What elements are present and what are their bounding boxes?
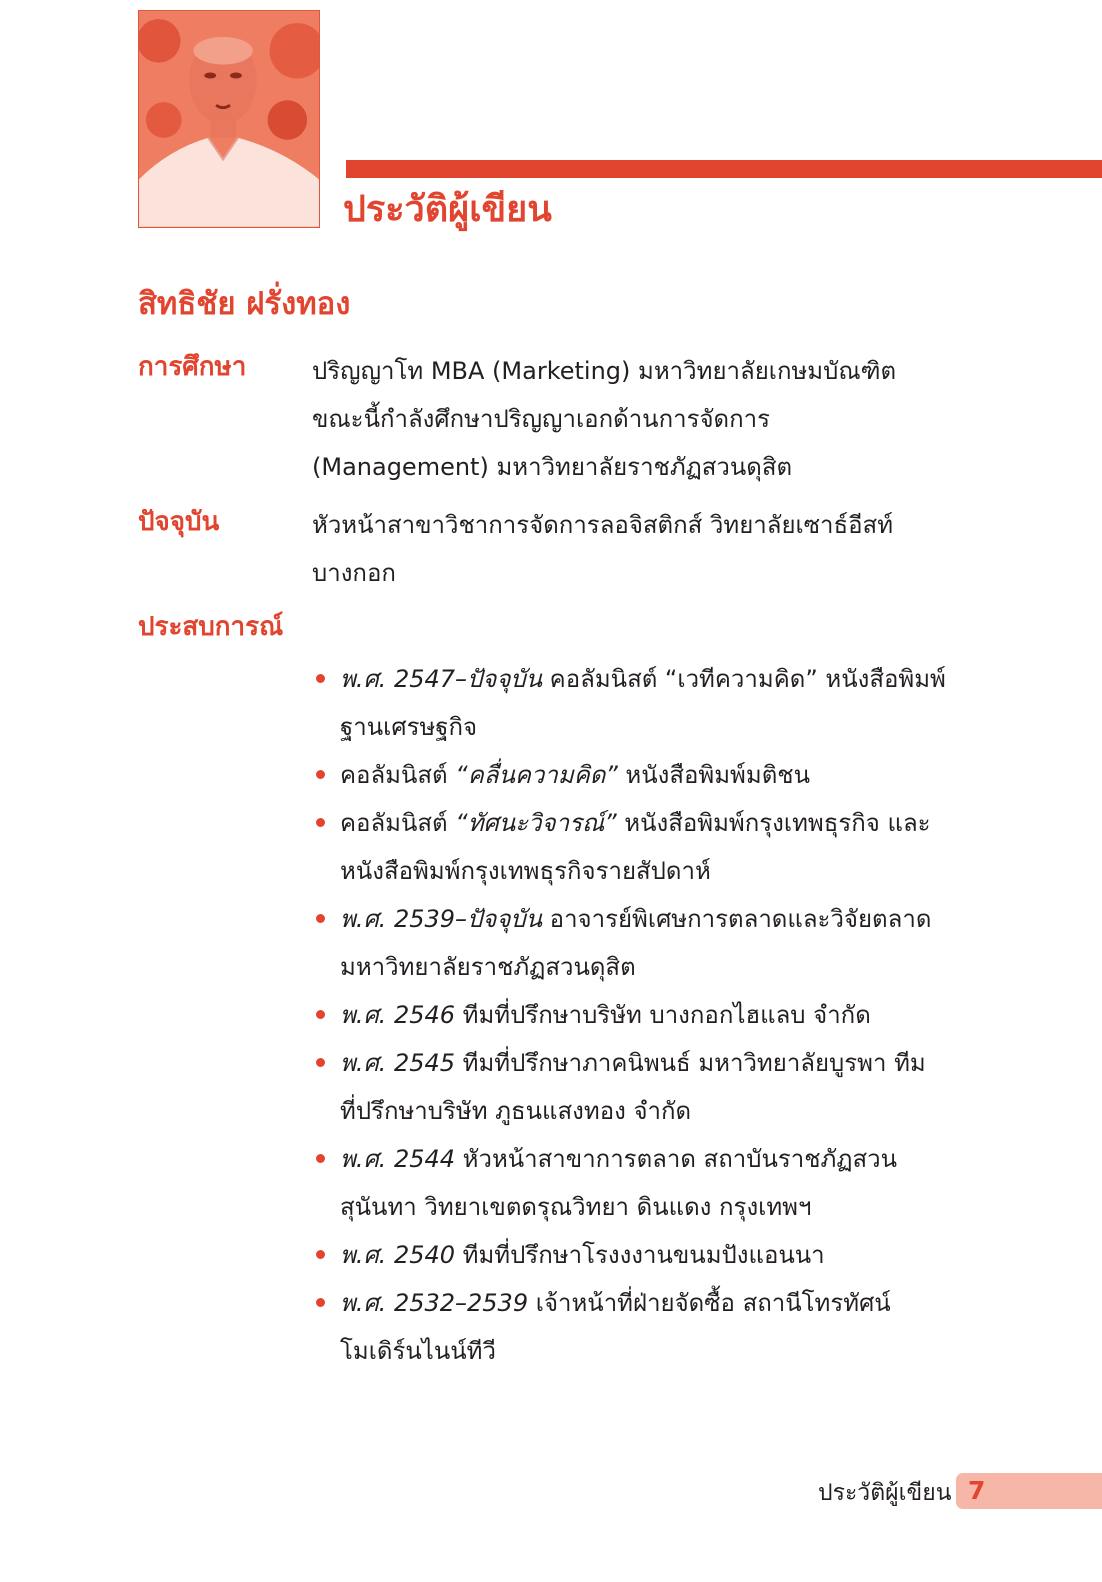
current-position-text xyxy=(312,501,992,597)
experience-text: คอลัมนิสต์ xyxy=(340,761,456,789)
page-number-tab xyxy=(956,1473,1102,1509)
bullet-dot-icon xyxy=(316,1010,325,1019)
education-line: (Management) มหาวิทยาลัยราชภัฏสวนดุสิต xyxy=(312,453,793,481)
experience-text-continued: มหาวิทยาลัยราชภัฏสวนดุสิต xyxy=(340,953,636,981)
experience-label: ประสบการณ์ xyxy=(138,612,284,642)
experience-text-continued: หนังสือพิมพ์กรุงเทพธุรกิจรายสัปดาห์ xyxy=(340,857,711,885)
bullet-dot-icon xyxy=(316,770,325,779)
author-portrait-image xyxy=(139,11,319,227)
title-accent-bar xyxy=(346,160,1102,178)
experience-text: ทีมที่ปรึกษาโรงงงานขนมปังแอนนา xyxy=(455,1241,825,1269)
experience-item xyxy=(312,1231,982,1279)
experience-text: ทีมที่ปรึกษาภาคนิพนธ์ มหาวิทยาลัยบูรพา ทีม xyxy=(455,1049,926,1077)
running-footer-title: ประวัติผู้เขียน xyxy=(818,1480,952,1506)
experience-item xyxy=(312,1039,982,1135)
experience-text: หัวหน้าสาขาการตลาด สถาบันราชภัฏสวน xyxy=(455,1145,897,1173)
page-number: 7 xyxy=(968,1476,986,1505)
experience-item xyxy=(312,1135,982,1231)
author-photo xyxy=(138,10,320,228)
experience-item xyxy=(312,751,982,799)
experience-text-tail: หนังสือพิมพ์กรุงเทพธุรกิจ และ xyxy=(616,809,931,837)
education-line: ขณะนี้กำลังศึกษาปริญญาเอกด้านการจัดการ xyxy=(312,405,771,433)
education-line: ปริญญาโท MBA (Marketing) มหาวิทยาลัยเกษมบัณฑิต xyxy=(312,357,897,385)
experience-item xyxy=(312,991,982,1039)
experience-text-continued: โมเดิร์นไนน์ทีวี xyxy=(340,1337,496,1365)
experience-text: คอลัมนิสต์ “เวทีความคิด” หนังสือพิมพ์ xyxy=(542,665,946,693)
bullet-dot-icon xyxy=(316,1298,325,1307)
current-position-line: บางกอก xyxy=(312,559,396,587)
education-label: การศึกษา xyxy=(138,352,247,382)
current-position-label: ปัจจุบัน xyxy=(138,507,220,537)
experience-text-continued: ฐานเศรษฐกิจ xyxy=(340,713,478,741)
experience-year: พ.ศ. 2532–2539 xyxy=(340,1289,529,1317)
page-title: ประวัติผู้เขียน xyxy=(343,189,552,230)
author-name: สิทธิชัย ฝรั่งทอง xyxy=(138,286,351,322)
bullet-dot-icon xyxy=(316,914,325,923)
bullet-dot-icon xyxy=(316,1250,325,1259)
experience-text: คอลัมนิสต์ xyxy=(340,809,456,837)
experience-text: เจ้าหน้าที่ฝ่ายจัดซื้อ สถานีโทรทัศน์ xyxy=(528,1289,891,1317)
experience-year: พ.ศ. 2540 xyxy=(340,1241,456,1269)
experience-text: อาจารย์พิเศษการตลาดและวิจัยตลาด xyxy=(542,905,932,933)
column-name: “คลื่นความคิด” xyxy=(455,761,618,789)
experience-text: ทีมที่ปรึกษาบริษัท บางกอกไฮแลบ จำกัด xyxy=(455,1001,871,1029)
bullet-dot-icon xyxy=(316,1154,325,1163)
experience-year: พ.ศ. 2544 xyxy=(340,1145,456,1173)
bullet-dot-icon xyxy=(316,674,325,683)
experience-item xyxy=(312,1279,982,1375)
column-name: “ทัศนะวิจารณ์” xyxy=(455,809,617,837)
experience-list xyxy=(312,655,982,1375)
bullet-dot-icon xyxy=(316,818,325,827)
current-position-line: หัวหน้าสาขาวิชาการจัดการลอจิสติกส์ วิทยาลัยเซาธ์อีสท์ xyxy=(312,511,894,539)
education-text xyxy=(312,347,992,491)
experience-item xyxy=(312,799,982,895)
experience-year: พ.ศ. 2546 xyxy=(340,1001,456,1029)
experience-text-tail: หนังสือพิมพ์มติชน xyxy=(617,761,810,789)
bullet-dot-icon xyxy=(316,1058,325,1067)
experience-item xyxy=(312,655,982,751)
experience-year: พ.ศ. 2547–ปัจจุบัน xyxy=(340,665,543,693)
experience-text-continued: ที่ปรึกษาบริษัท ภูธนแสงทอง จำกัด xyxy=(340,1097,692,1125)
experience-year: พ.ศ. 2539–ปัจจุบัน xyxy=(340,905,543,933)
experience-item xyxy=(312,895,982,991)
experience-text-continued: สุนันทา วิทยาเขตดรุณวิทยา ดินแดง กรุงเทพฯ xyxy=(340,1193,812,1221)
experience-year: พ.ศ. 2545 xyxy=(340,1049,456,1077)
